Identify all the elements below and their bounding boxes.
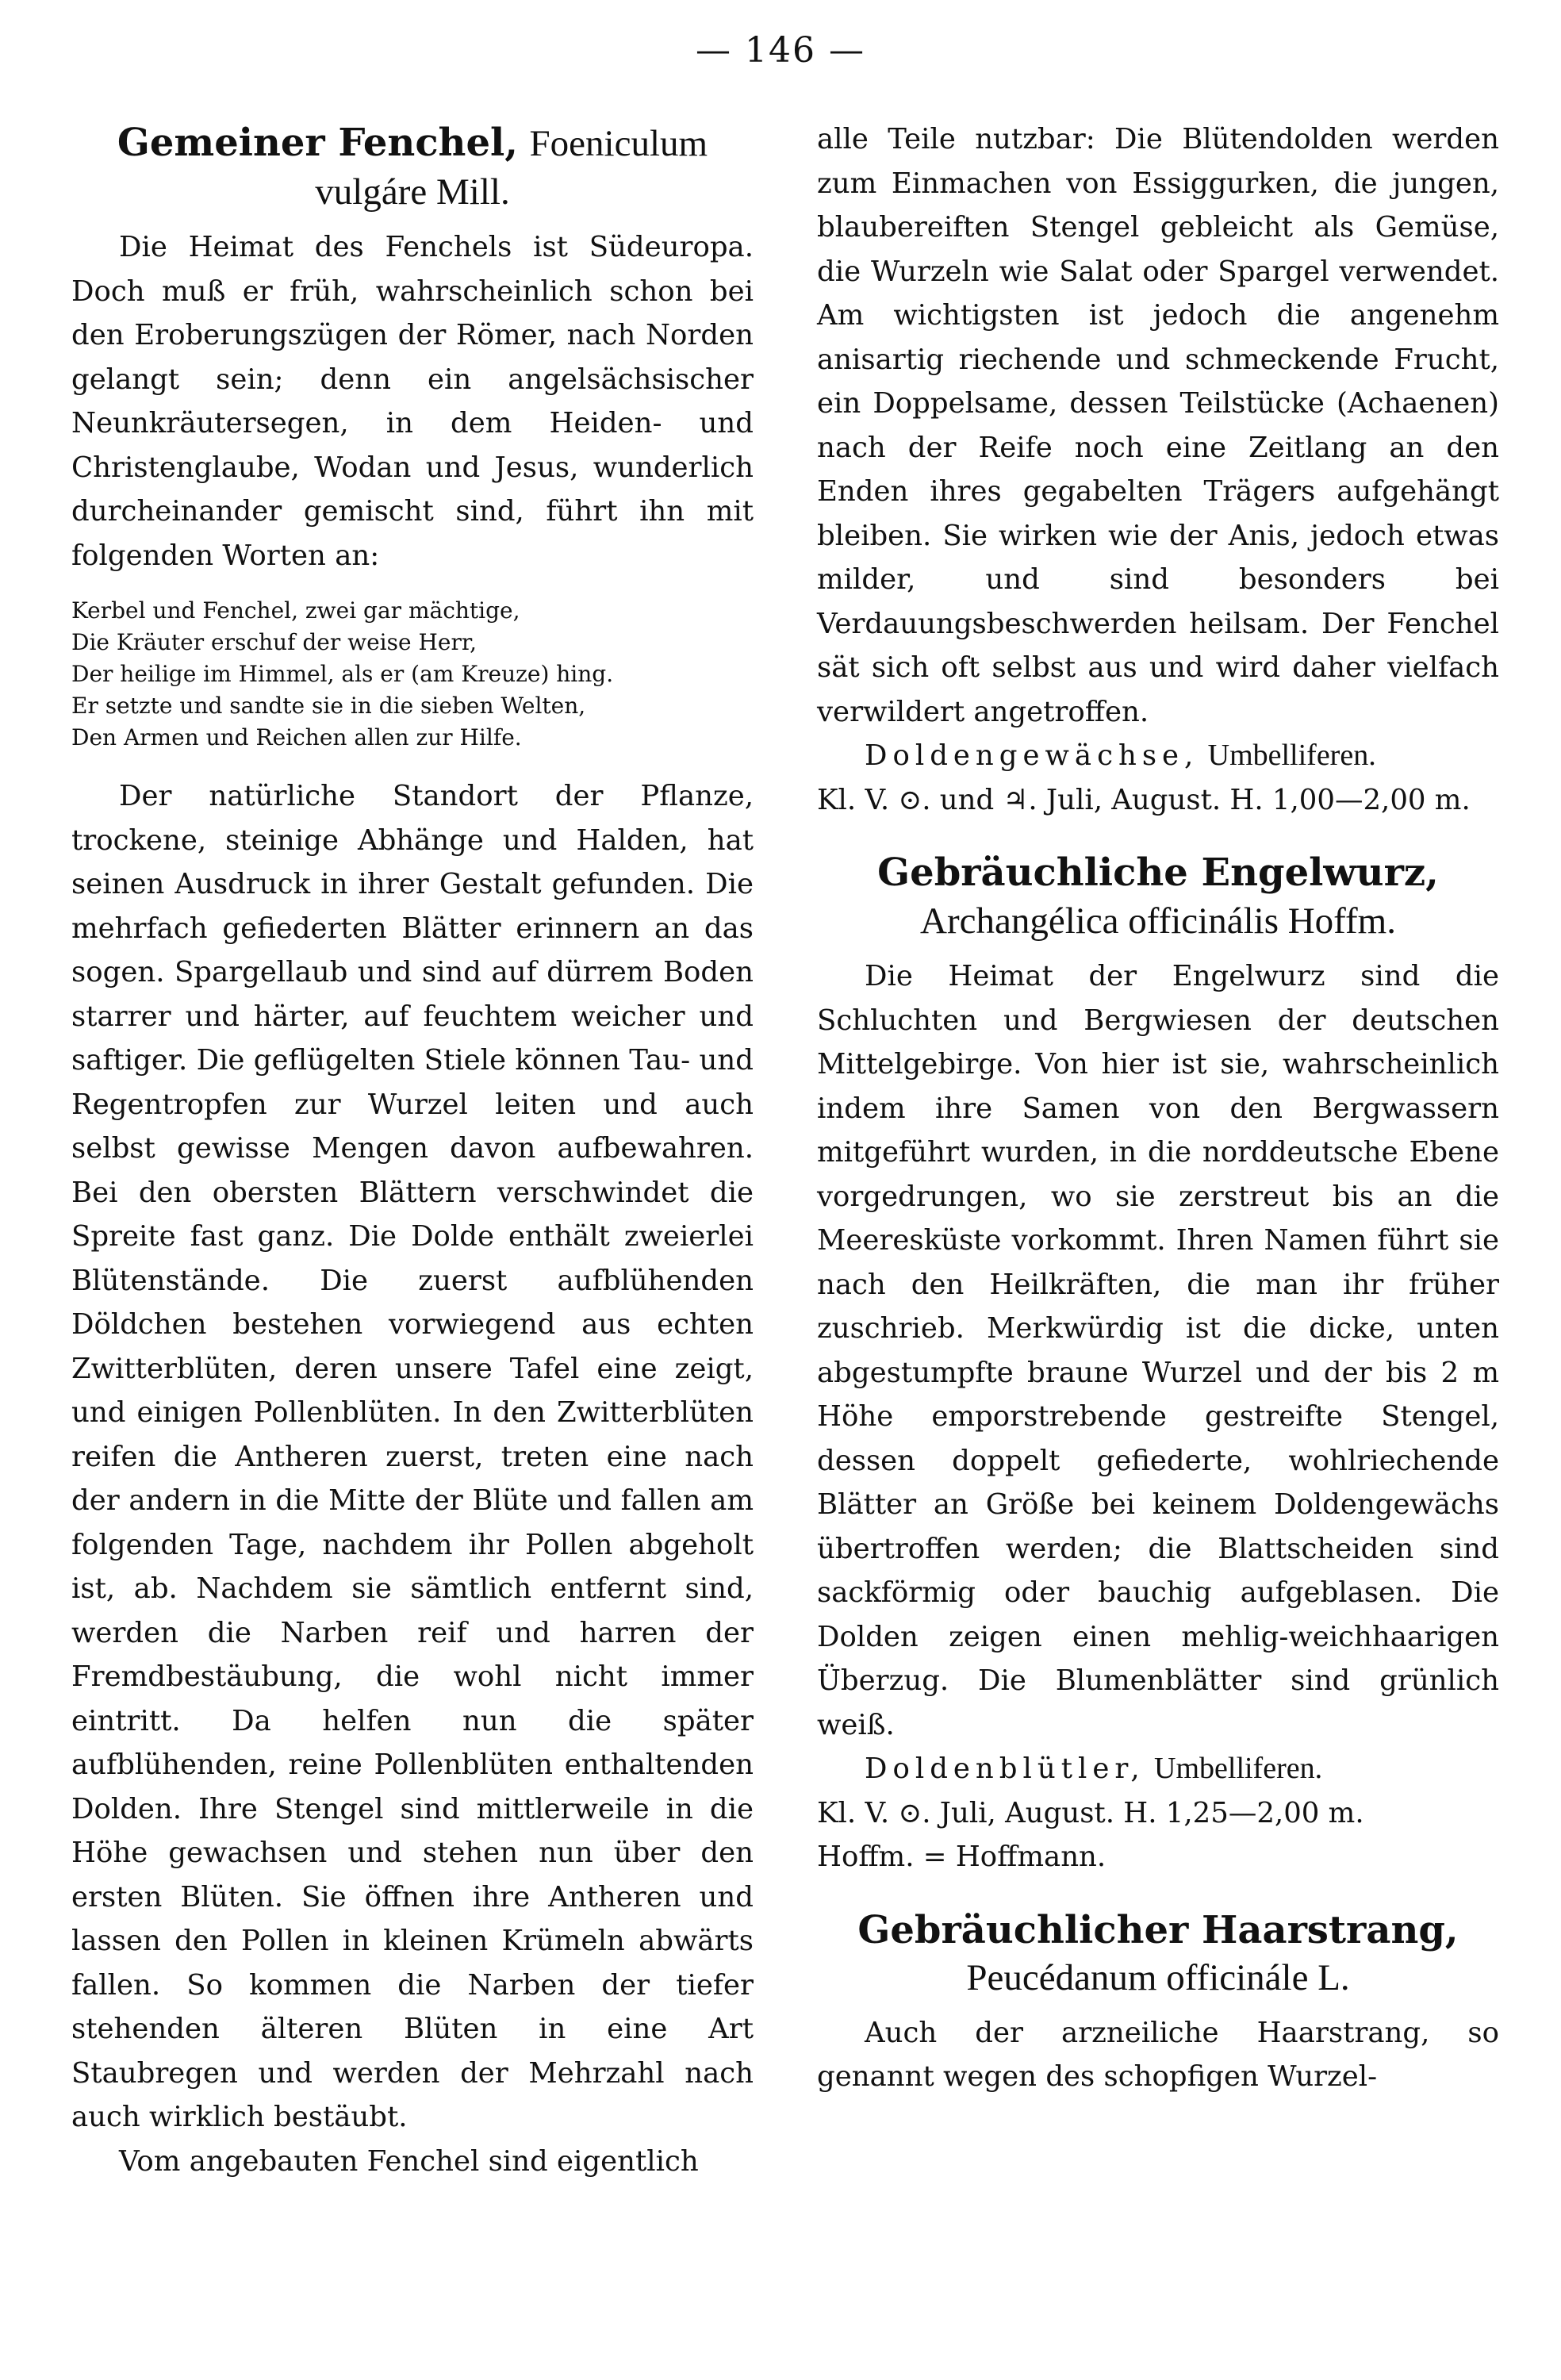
engelwurz-classification [817, 1747, 1499, 1791]
fenchel-paragraph-4: alle Teile nutzbar: Die Blütendolden werden zum Einmachen von Essiggurken, die jungen, blaubereiften Stengel gebleicht als Gemüse, die Wurzeln wie Salat oder Spargel verwendet. Am wichtigsten ist jedoch die angenehm anisartig riechende und schmeckende Frucht, ein Doppelsame, dessen Teilstücke (Achaenen) nach der Reife noch eine Zeitlang an den Enden ihres gegabelten Trägers aufgehängt bleiben. Sie wirken wie der Anis, jedoch etwas milder, und sind besonders bei Verdauungsbeschwerden heilsam. Der Fenchel sät sich oft selbst aus und wird daher vielfach verwildert angetroffen. [817, 123, 1499, 728]
engelwurz-heading [817, 849, 1499, 945]
engelwurz-paragraph: Die Heimat der Engelwurz sind die Schluchten und Bergwiesen der deutschen Mittelgebirge. Von hier ist sie, wahrscheinlich indem ihre Samen von den Bergwassern mitgeführt wurden, in die norddeutsche Ebene vorgedrungen, wo sie zerstreut bis an die Meeresküste vorkommt. Ihren Namen führt sie nach den Heilkräften, die man ihr früher zuschrieb. Merkwürdig ist die dicke, unten abgestumpfte braune Wurzel und der bis 2 m Höhe emporstrebende gestreifte Stengel, dessen doppelt gefiederte, wohlriechende Blätter an Größe bei keinem Doldengewächs übertroffen werden; die Blattscheiden sind sackförmig oder bauchig aufgeblasen. Die Dolden zeigen einen mehlig-weichhaarigen Überzug. Die Blumenblätter sind grünlich weiß. [817, 960, 1499, 1741]
family-latin: Umbelliferen. [1154, 1752, 1323, 1785]
verse-line: Die Kräuter erschuf der weise Herr, [71, 629, 478, 655]
engelwurz-heading-german: Gebräuchliche Engelwurz, [877, 850, 1439, 895]
herb-blessing-verse [71, 595, 754, 754]
engelwurz-heading-latin: Archangélica officinális Hoffm. [920, 900, 1396, 942]
fenchel-heading-german: Gemeiner Fenchel, [117, 121, 518, 165]
family-german: Doldenblütler, [865, 1752, 1145, 1785]
left-column [71, 119, 754, 2183]
fenchel-paragraph-1: Die Heimat des Fenchels ist Südeuropa. Doch muß er früh, wahrscheinlich schon bei den Eroberungszügen der Römer, nach Norden gelangt sein; denn ein angelsächsischer Neunkräutersegen, in dem Heiden- und Christenglaube, Wodan und Jesus, wunderlich durcheinander gemischt sind, führt ihn mit folgenden Worten an: [71, 231, 754, 572]
abbreviation-note: Hoffm. = Hoffmann. [817, 1841, 1107, 1873]
haarstrang-heading [817, 1906, 1499, 2002]
verse-line: Er setzte und sandte sie in die sieben Welten, [71, 693, 586, 719]
page-number: — 146 — [696, 30, 865, 71]
fenchel-paragraph-3: Vom angebauten Fenchel sind eigentlich [119, 2144, 699, 2178]
right-column [817, 117, 1499, 2099]
verse-line: Kerbel und Fenchel, zwei gar mächtige, [71, 597, 520, 624]
haarstrang-paragraph: Auch der arzneiliche Haarstrang, so genannt wegen des schopfigen Wurzel- [817, 2016, 1499, 2093]
family-latin: Umbelliferen. [1207, 739, 1376, 772]
engelwurz-class-details: Kl. V. ⊙. Juli, August. H. 1,25—2,00 m. [817, 1796, 1364, 1829]
fenchel-heading-latin: Foeniculum vulgáre Mill. [315, 123, 708, 213]
fenchel-class-details: Kl. V. ⊙. und ♃. Juli, August. H. 1,00—2,00 m. [817, 783, 1471, 816]
haarstrang-heading-latin: Peucédanum officinále L. [966, 1956, 1350, 1998]
fenchel-classification [817, 734, 1499, 778]
verse-line: Den Armen und Reichen allen zur Hilfe. [71, 724, 522, 750]
haarstrang-heading-german: Gebräuchlicher Haarstrang, [857, 1907, 1459, 1952]
family-german: Doldengewächse, [865, 739, 1199, 772]
fenchel-paragraph-2: Der natürliche Standort der Pflanze, trockene, steinige Abhänge und Halden, hat seinen Ausdruck in ihrer Gestalt gefunden. Die mehrfach gefiederten Blätter erinnern an das sogen. Spargellaub und sind auf dürrem Boden starrer und härter, auf feuchtem weicher und saftiger. Die geflügelten Stiele können Tau- und Regentropfen zur Wurzel leiten und auch selbst gewisse Mengen davon aufbewahren. Bei den obersten Blättern verschwindet die Spreite fast ganz. Die Dolde enthält zweierlei Blütenstände. Die zuerst aufblühenden Döldchen bestehen vorwiegend aus echten Zwitterblüten, deren unsere Tafel eine zeigt, und einigen Pollenblüten. In den Zwitterblüten reifen die Antheren zuerst, treten eine nach der andern in die Mitte der Blüte und fallen am folgenden Tage, nachdem ihr Pollen abgeholt ist, ab. Nachdem sie sämtlich entfernt sind, werden die Narben reif und harren der Fremdbestäubung, die wohl nicht immer eintritt. Da helfen nun die später aufblühenden, reine Pollenblüten enthaltenden Dolden. Ihre Stengel sind mittlerweile in die Höhe gewachsen und stehen nun über den ersten Blüten. Sie öffnen ihre Antheren und lassen den Pollen in kleinen Krümeln abwärts fallen. So kommen die Narben der tiefer stehenden älteren Blüten in eine Art Staubregen und werden der Mehrzahl nach auch wirklich bestäubt. [71, 780, 754, 2133]
fenchel-heading [71, 119, 754, 216]
verse-line: Der heilige im Himmel, als er (am Kreuze) hing. [71, 661, 614, 687]
